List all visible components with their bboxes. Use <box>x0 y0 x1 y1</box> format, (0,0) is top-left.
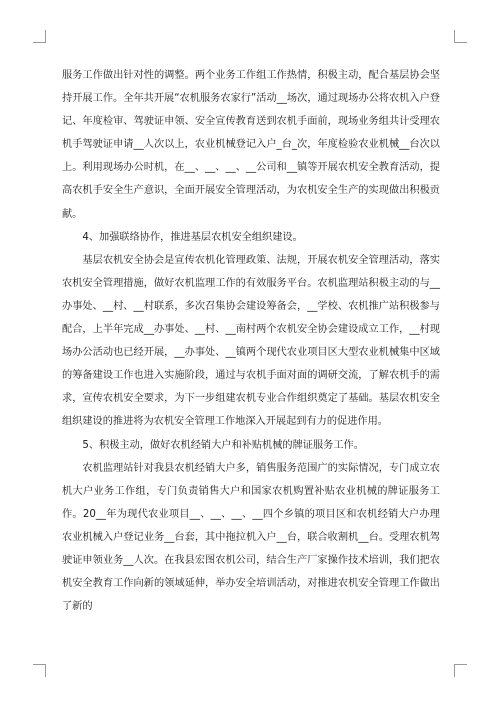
section-heading-4: 4、加强联络协作，推进基层农机安全组织建设。 <box>82 231 303 243</box>
crop-mark-bottom-right <box>454 664 467 677</box>
paragraph-section-5: 农机监理站针对我县农机经销大户多，销售服务范围广的实际情况，专门成立农机大户业务工作组，专门负责销售大户和国家农机购置补贴农业机械的牌证服务工作。20__年为现代农业项目__、__、__、__四个乡镇的项目区和农机经销大户办理农业机械入户登记业务__台套，其中拖拉机入户__台，联合收割机__台。受理农机驾驶证申领业务__人次。在我县宏图农机公司，结合生产厂家操作技术培训，我们把农机安全教育工作向新的领域延伸，举办安全培训活动，对推进农机安全管理工作做出了新的 <box>62 462 440 613</box>
crop-mark-top-left <box>33 30 46 43</box>
paragraph-section-4: 基层农机安全协会是宣传农机化管理政策、法规，开展农机安全管理活动，落实农机安全管理措施，做好农机监理工作的有效服务平台。农机监理站积极主动的与__办事处、__村、__村联系，多次召集协会建设筹备会，__学校、农机推广站积极参与配合，上半年完成__办事处、__村、__南村两个农机安全协会建设成立工作，__村现场办公活动也已经开展，__办事处、__镇两个现代农业项目区大型农业机械集中区域的筹备建设工作也进入实施阶段，通过与农机手面对面的调研交流，了解农机手的需求，宣传农机安全要求，为下一步组建农机专业合作组织奠定了基础。基层农机安全组织建设的推进将为农机安全管理工作地深入开展起到有力的促进作用。 <box>62 254 440 428</box>
crop-mark-bottom-left <box>33 664 46 677</box>
crop-mark-top-right <box>454 30 467 43</box>
paragraph-continuation: 服务工作做出针对性的调整。两个业务工作组工作热情，积极主动，配合基层协会坚持开展工作。全年共开展“农机服务农家行”活动__场次，通过现场办公将农机入户登记、年度检审、驾驶证申领、安全宣传教育送到农机手面前，现场业务组共计受理农机手驾驶证申请__人次以上，农业机械登记入户_台_次，年度检验农业机械__台次以上。利用现场办公时机，在__、__、__、__公司和__镇等开展农机安全教育活动，提高农机手安全生产意识，全面开展安全管理活动，为农机安全生产的实现做出积极贡献。 <box>62 70 440 220</box>
section-heading-5: 5、积极主动，做好农机经销大户和补贴机械的牌证服务工作。 <box>82 439 364 451</box>
document-body <box>62 64 440 618</box>
